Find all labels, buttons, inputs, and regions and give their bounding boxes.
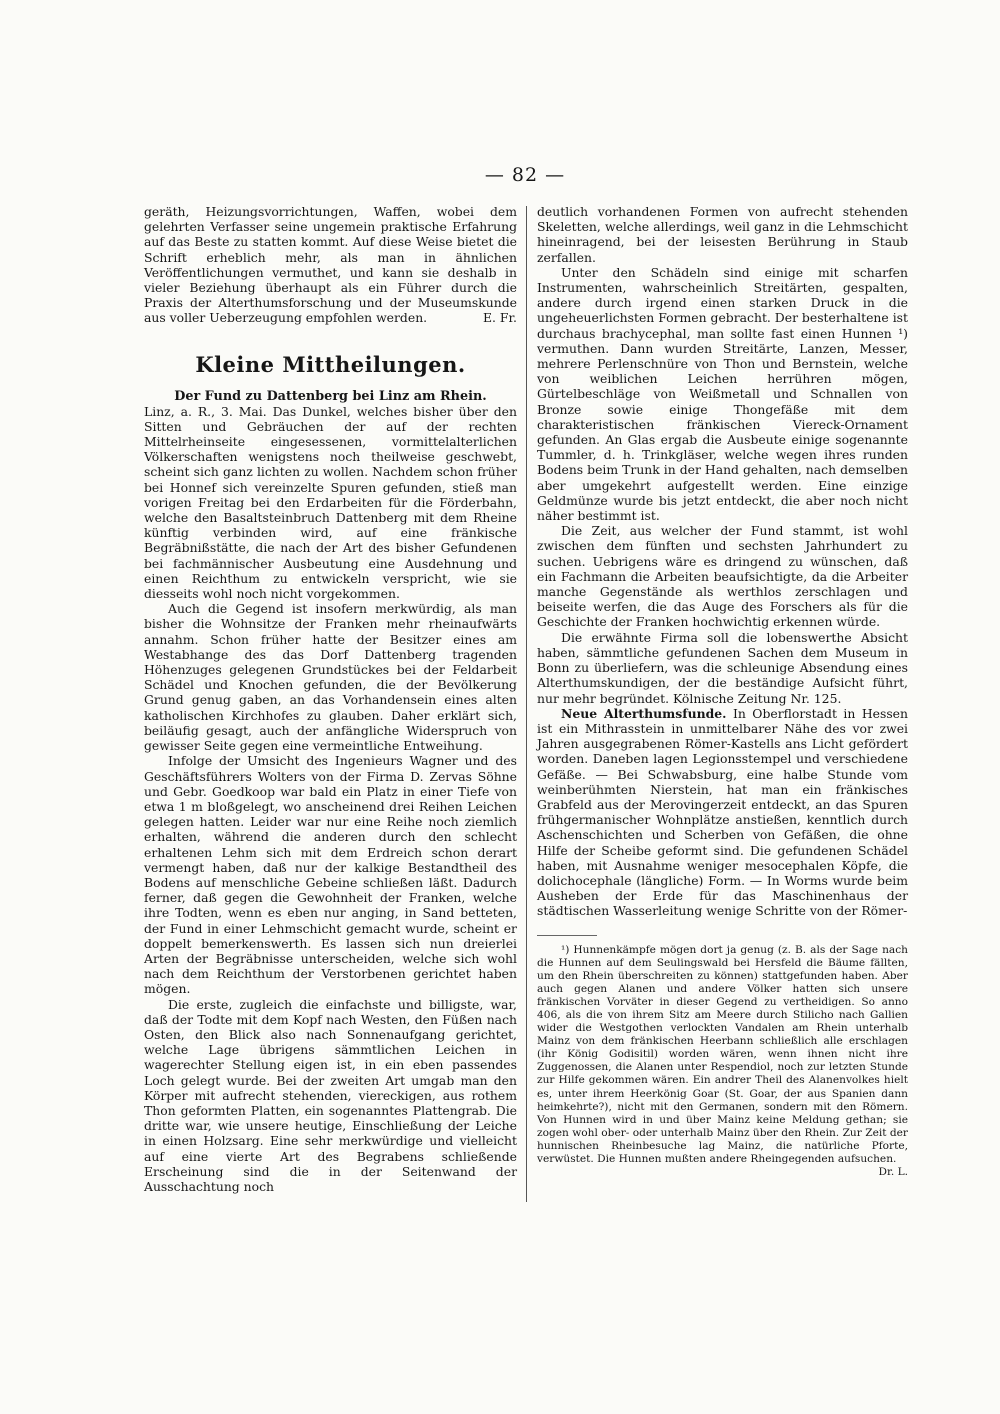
article-paragraph-5: deutlich vorhandenen Formen von aufrecht stehenden Skeletten, welche allerdings, weil ganz in die Lehmschicht hineinragend, bei der leisesten Berührung in Staub zerfallen.: [537, 204, 908, 265]
news-runin-heading: Neue Alterthumsfunde.: [561, 705, 727, 721]
right-column: [537, 204, 908, 1179]
intro-paragraph: [144, 204, 517, 326]
left-column: [144, 204, 517, 1194]
intro-signature: E. Fr.: [482, 310, 517, 326]
footnote: [537, 943, 908, 1179]
column-divider: [526, 206, 527, 1202]
article-paragraph-7: Die Zeit, aus welcher der Fund stammt, ist wohl zwischen dem fünften und sechsten Jahrhundert zu suchen. Uebrigens wäre es dringend zu wünschen, daß ein Fachmann die Arbeiten beaufsichtigte, da die Arbeiter manche Gegenstände als werthlos zerschlagen und beiseite werfen, die das Auge des Forschers als für die Geschichte der Franken hochwichtig erkennen würde.: [537, 523, 908, 630]
article-paragraph-1: Linz, a. R., 3. Mai. Das Dunkel, welches bisher über den Sitten und Gebräuchen der auf der rechten Mittelrheinseite eingesessenen, vormittelalterlichen Völkerschaften wenigstens noch theilweise geschwebt, scheint sich ganz lichten zu wollen. Nachdem schon früher bei Honnef sich vereinzelte Spuren gefunden, stieß man vorigen Freitag bei den Erdarbeiten für die Förderbahn, welche den Basaltsteinbruch Dattenberg mit dem Rheine künftig verbinden wird, auf eine fränkische Begräbnißstätte, die nach der Art des bisher Gefundenen bei fachmännischer Ausbeutung eine Ausdehnung und einen Reichthum zu entwickeln verspricht, wie sie diesseits wohl noch nicht vorgekommen.: [144, 403, 517, 602]
news-paragraph: [537, 706, 908, 919]
section-heading: Kleine Mittheilungen.: [195, 351, 466, 377]
intro-text: geräth, Heizungsvorrichtungen, Waffen, wobei dem gelehrten Verfasser seine ungemein praktische Erfahrung auf das Beste zu statten kommt. Auf diese Weise bietet die Schrift erheblich mehr, als man in ähnlichen Veröffentlichungen vermuthet, und kann sie deshalb in vieler Beziehung überhaupt als ein Führer durch die Praxis der Alterthumsforschung und der Museumskunde aus voller Ueberzeugung empfohlen werden.: [144, 204, 517, 326]
article-paragraph-3: Infolge der Umsicht des Ingenieurs Wagner und des Geschäftsführers Wolters von der Firma D. Zervas Söhne und Gebr. Goedkoop war bald ein Platz in einer Tiefe von etwa 1 m bloßgelegt, wo anscheinend drei Reihen Leichen gelegen hatten. Leider war nur eine Reihe noch ziemlich erhalten, während die anderen durch den schlecht erhaltenen Lehm sich mit dem Erdreich schon derart vermengt haben, daß nur der kalkige Bestandtheil des Bodens auf menschliche Gebeine schließen läßt. Dadurch ferner, daß gegen die Gewohnheit der Franken, welche ihre Todten, wenn es eben nur anging, in Sand betteten, der Fund in einer Lehmschicht gemacht wurde, scheint er doppelt bemerkenswerth. Es lassen sich nun dreierlei Arten der Begräbnisse unterscheiden, welche sich wohl nach dem Reichthum der Verstorbenen gerichtet haben mögen.: [144, 753, 517, 997]
footnote-paragraph: [537, 943, 908, 1179]
article-paragraph-6: Unter den Schädeln sind einige mit scharfen Instrumenten, wahrscheinlich Streitärten, gespalten, andere durch irgend einen starken Druck in die ungeheuerlichsten Formen gebracht. Der besterhaltene ist durchaus brachycephal, man sollte fast einen Hunnen ¹) vermuthen. Dann wurden Streitärte, Lanzen, Messer, mehrere Perlenschnüre von Thon und Bernstein, welche von weiblichen Leichen herrühren mögen, Gürtelbeschläge von Weißmetall und Schnallen von Bronze sowie einige Thongefäße mit dem charakteristischen fränkischen Viereck-Ornament gefunden. An Glas ergab die Ausbeute einige sogenannte Tummler, d. h. Trinkgläser, welche wegen ihres runden Bodens beim Trunk in der Hand gehalten, nach demselben aber umgekehrt aufgestellt werden. Eine einzige Geldmünze wurde bis jetzt entdeckt, die aber noch nicht näher bestimmt ist.: [537, 264, 908, 524]
page-number: — 82 —: [484, 164, 566, 186]
source-citation: Kölnische Zeitung Nr. 125.: [672, 690, 842, 706]
news-text: In Oberflorstadt in Hessen ist ein Mithrasstein in unmittelbarer Nähe des vor zwei Jahren ausgegrabenen Römer-Kastells ans Licht gefördert worden. Daneben lagen Legionsstempel und verschiedene Gefäße. — Bei Schwabsburg, eine halbe Stunde vom weinberühmten Nierstein, hat man ein fränkisches Grabfeld aus der Merovingerzeit entdeckt, an das Spuren frühgermanischer Wohnplätze anstießen, kenntlich durch Aschenschichten und Scherben von Gefäßen, die ohne Hilfe der Scheibe geformt sind. Die gefundenen Schädel haben, mit Ausnahme weniger mesocephalen Köpfe, die dolichocephale (längliche) Form. — In Worms wurde beim Ausheben der Erde für das Maschinenhaus der städtischen Wasserleitung wenige Schritte von der Römer-: [537, 705, 908, 919]
article-paragraph-8: [537, 630, 908, 706]
article-paragraph-8-text: Die erwähnte Firma soll die lobenswerthe Absicht haben, sämmtliche gefundenen Sachen dem Museum in Bonn zu überliefern, was die schleunige Absendung eines Alterthumskundigen, der die beständige Aufsicht führt, nur mehr begründet.: [537, 629, 908, 706]
article-paragraph-2: Auch die Gegend ist insofern merkwürdig, als man bisher die Wohnsitze der Franken mehr rheinaufwärts annahm. Schon früher hatte der Besitzer eines am Westabhange des das Dorf Dattenberg tragenden Höhenzuges gelegenen Grundstückes bei der Feldarbeit Schädel und Knochen gefunden, die der Bevölkerung Grund genug gaben, an das Vorhandensein eines alten katholischen Kirchhofes zu glauben. Daher erklärt sich, beiläufig gesagt, auch der anfängliche Widerspruch von gewisser Seite gegen eine vermeintliche Entweihung.: [144, 601, 517, 754]
footnote-signature: Dr. L.: [878, 1166, 908, 1179]
article-title: Der Fund zu Dattenberg bei Linz am Rhein.: [174, 388, 487, 404]
footnote-text: ¹) Hunnenkämpfe mögen dort ja genug (z. B. als der Sage nach die Hunnen auf dem Seulingswald bei Hersfeld die Bäume fällten, um den Rhein überschreiten zu können) stattgefunden haben. Aber auch gegen Alanen und andere Völker hatten sich unsere fränkischen Vorväter in dieser Gegend zu vertheidigen. So anno 406, als die von ihrem Sitz am Meere durch Stilicho nach Gallien wider die Westgothen verlockten Vandalen am Rhein unterhalb Mainz von dem fränkischen Heerbann schließlich alle erschlagen (ihr König Godisitil) worden wären, wenn ihnen nicht ihre Zuggenossen, die Alanen unter Respendiol, noch zur letzten Stunde zur Hilfe gekommen wären. Ein andrer Theil des Alanenvolkes hielt es, unter ihrem Heerkönig Goar (St. Goar, der aus Spanien dann heimkehrte?), nicht mit den Germanen, sondern mit den Römern. Von Hunnen wird in und über Mainz keine Meldung gethan; sie zogen wohl ober- oder unterhalb Mainz über den Rhein. Zur Zeit der hunnischen Rheinbesuche lag Mainz, die natürliche Pforte, verwüstet. Die Hunnen mußten andere Rheingegenden aufsuchen.: [537, 943, 908, 1166]
footnote-separator: [537, 935, 597, 936]
article-paragraph-4: Die erste, zugleich die einfachste und billigste, war, daß der Todte mit dem Kopf nach Westen, den Füßen nach Osten, den Blick also nach Sonnenaufgang gerichtet, welche Lage übrigens sämmtlichen Leichen in wagerechter Stellung eigen ist, in ein eben passendes Loch gelegt wurde. Bei der zweiten Art umgab man den Körper mit aufrecht stehenden, viereckigen, aus rothem Thon geformten Platten, ein sogenanntes Plattengrab. Die dritte war, wie unsere heutige, Einschließung der Leiche in einen Holzsarg. Eine sehr merkwürdige und vielleicht auf eine vierte Art des Begrabens schließende Erscheinung sind die in der Seitenwand der Ausschachtung noch: [144, 996, 517, 1194]
